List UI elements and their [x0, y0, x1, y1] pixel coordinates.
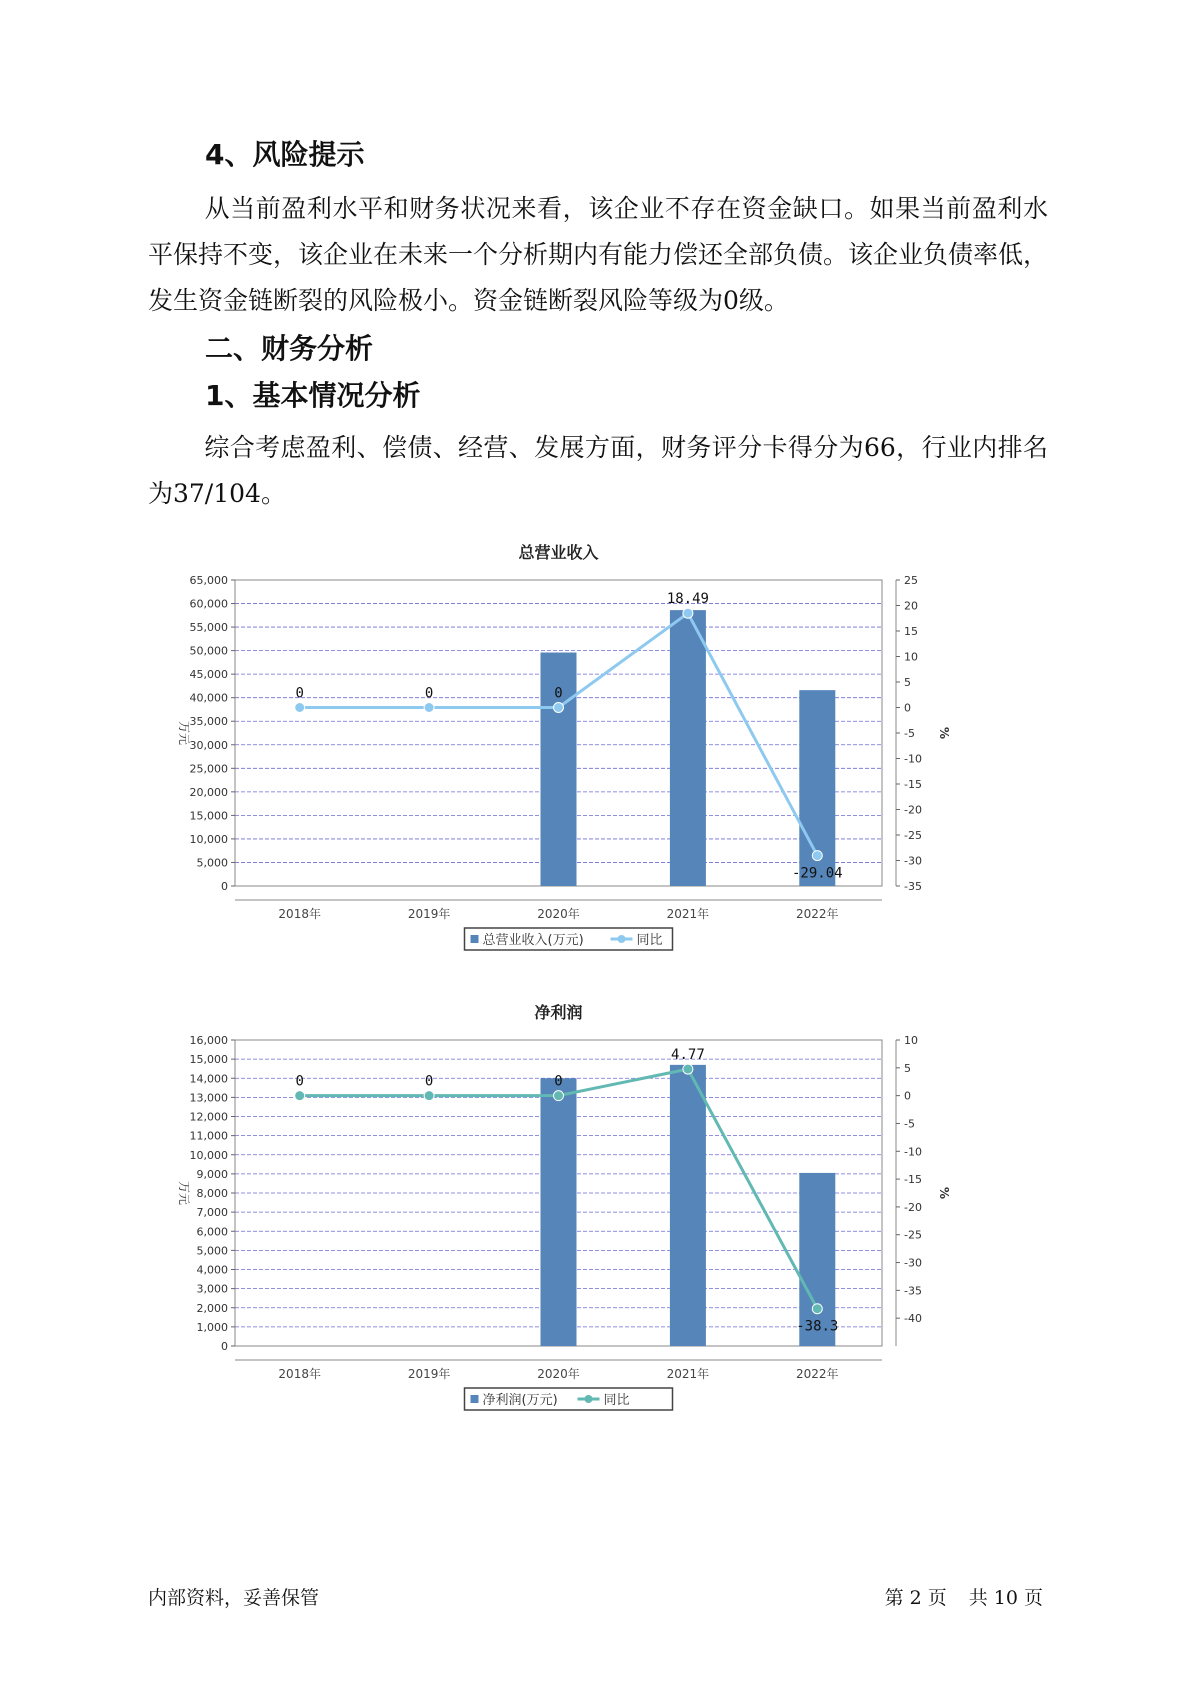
- y-tick-label: 5,000: [196, 856, 228, 870]
- y2-tick-label: -30: [904, 854, 922, 868]
- y-tick-label: 15,000: [189, 809, 228, 823]
- data-label: -29.04: [792, 865, 843, 882]
- data-label: 0: [554, 685, 563, 702]
- y-tick-label: 2,000: [196, 1301, 228, 1315]
- basic-text: 综合考虑盈利、偿债、经营、发展方面，财务评分卡得分为66，行业内排名为37/104。: [148, 433, 1048, 508]
- line-point: [295, 703, 305, 713]
- risk-text: 从当前盈利水平和财务状况来看，该企业不存在资金缺口。如果当前盈利水平保持不变，该企业在未来一个分析期内有能力偿还全部负债。该企业负债率低，发生资金链断裂的风险极小。资金链断裂风险等级为0级。: [148, 194, 1049, 315]
- y-tick-label: 15,000: [189, 1053, 228, 1067]
- line-point: [683, 608, 693, 618]
- y-tick-label: 9,000: [196, 1167, 228, 1181]
- x-tick-label: 2019年: [407, 1367, 451, 1381]
- y-tick-label: 25,000: [189, 762, 228, 776]
- x-tick-label: 2020年: [537, 1367, 580, 1381]
- page-prefix: 第: [884, 1587, 904, 1609]
- y2-tick-label: -35: [904, 880, 922, 893]
- chart-title: 总营业收入: [518, 543, 599, 562]
- risk-paragraph: [148, 186, 1048, 324]
- line-point: [554, 703, 564, 713]
- line-point: [295, 1091, 305, 1101]
- y-tick-label: 8,000: [196, 1187, 228, 1200]
- y-tick-label: 1,000: [196, 1320, 228, 1334]
- y2-tick-label: 10: [904, 650, 918, 664]
- y-tick-label: 3,000: [196, 1282, 228, 1296]
- data-label: 0: [554, 1073, 563, 1090]
- total-num: 10: [993, 1587, 1018, 1609]
- x-tick-label: 2018年: [278, 907, 321, 921]
- profit-chart-svg: [160, 1000, 1040, 1430]
- y-tick-label: 11,000: [189, 1129, 228, 1143]
- y-tick-label: 35,000: [189, 715, 228, 729]
- profit-chart: [160, 1000, 1040, 1430]
- y-tick-label: 45,000: [189, 668, 228, 682]
- footer-page-number: [879, 1583, 1043, 1610]
- legend-line-marker: [618, 935, 626, 943]
- section-heading-basic: 1、基本情况分析: [205, 379, 421, 412]
- y2-tick-label: -10: [904, 752, 922, 766]
- y2-tick-label: 5: [904, 1061, 911, 1075]
- data-label: 0: [424, 685, 434, 702]
- legend-line-label: 同比: [636, 933, 663, 948]
- data-label: 0: [424, 1073, 434, 1090]
- y-tick-label: 13,000: [189, 1091, 228, 1105]
- y-tick-label: 50,000: [189, 644, 228, 658]
- y2-tick-label: 10: [904, 1034, 918, 1047]
- total-suffix: 页: [1023, 1587, 1043, 1609]
- total-prefix: 共: [968, 1587, 988, 1609]
- x-tick-label: 2021年: [666, 907, 710, 921]
- y2-tick-label: 0: [904, 701, 911, 715]
- y-tick-label: 12,000: [189, 1110, 228, 1124]
- data-label: 0: [295, 1073, 304, 1090]
- y-tick-label: 10,000: [189, 832, 228, 846]
- line-point: [812, 851, 822, 861]
- y2-tick-label: -5: [904, 1117, 915, 1131]
- y-axis-label: 万元: [177, 720, 191, 746]
- y-tick-label: 16,000: [189, 1034, 228, 1047]
- y-tick-label: 4,000: [196, 1263, 228, 1277]
- y-tick-label: 20,000: [189, 785, 228, 799]
- y-tick-label: 7,000: [196, 1206, 228, 1220]
- y-tick-label: 30,000: [189, 738, 228, 752]
- y-tick-label: 6,000: [196, 1225, 228, 1239]
- section-heading-risk: 4、风险提示: [205, 138, 365, 171]
- y2-tick-label: 5: [904, 676, 911, 689]
- legend-line-marker: [585, 1395, 593, 1403]
- footer-confidential: 内部资料，妥善保管: [148, 1587, 320, 1609]
- y2-tick-label: -20: [904, 1200, 922, 1214]
- y-tick-label: 10,000: [189, 1148, 228, 1162]
- legend-line-label: 同比: [603, 1393, 630, 1408]
- basic-paragraph: [148, 425, 1048, 517]
- x-tick-label: 2019年: [407, 907, 451, 921]
- legend-bar-swatch: [471, 935, 479, 943]
- y2-tick-label: -25: [904, 1228, 922, 1242]
- x-tick-label: 2022年: [796, 1367, 839, 1381]
- y-tick-label: 55,000: [189, 621, 228, 635]
- y-tick-label: 14,000: [189, 1072, 228, 1086]
- y2-tick-label: 25: [904, 574, 918, 587]
- x-tick-label: 2021年: [666, 1367, 710, 1381]
- line-point: [424, 1091, 434, 1101]
- y2-tick-label: -15: [904, 1173, 922, 1187]
- y2-tick-label: 20: [904, 599, 918, 613]
- y2-tick-label: 0: [904, 1089, 911, 1103]
- y-axis-label: 万元: [177, 1180, 191, 1206]
- y2-axis-label: %: [937, 726, 951, 740]
- y-tick-label: 0: [221, 1340, 228, 1353]
- y2-tick-label: -30: [904, 1256, 922, 1270]
- x-tick-label: 2020年: [537, 907, 580, 921]
- revenue-chart: [160, 540, 1040, 970]
- line-point: [554, 1091, 564, 1101]
- y2-tick-label: -10: [904, 1145, 922, 1159]
- section-heading-finance: 二、财务分析: [205, 332, 374, 365]
- page-num: 2: [909, 1587, 922, 1609]
- y2-tick-label: -40: [904, 1312, 922, 1326]
- page-suffix: 页: [927, 1587, 947, 1609]
- y-tick-label: 5,000: [196, 1244, 228, 1258]
- data-label: 0: [295, 685, 304, 702]
- y2-tick-label: -20: [904, 803, 922, 817]
- y-tick-label: 60,000: [189, 597, 228, 611]
- data-label: -38.3: [796, 1318, 839, 1335]
- y2-tick-label: -15: [904, 778, 922, 791]
- line-point: [812, 1304, 822, 1314]
- chart-title: 净利润: [534, 1003, 583, 1022]
- bar: [670, 1065, 706, 1346]
- x-tick-label: 2022年: [796, 907, 839, 921]
- y2-tick-label: 15: [904, 625, 918, 638]
- revenue-chart-svg: [160, 540, 1040, 970]
- y2-tick-label: -5: [904, 727, 915, 740]
- y2-axis-label: %: [937, 1186, 951, 1200]
- y2-tick-label: -25: [904, 829, 922, 842]
- y-tick-label: 40,000: [189, 691, 228, 705]
- line-point: [424, 703, 434, 713]
- y-tick-label: 65,000: [189, 574, 228, 587]
- bar: [670, 610, 706, 886]
- legend-bar-swatch: [471, 1395, 479, 1403]
- y-tick-label: 0: [221, 880, 228, 893]
- data-label: 4.77: [671, 1047, 705, 1064]
- legend-bar-label: 净利润(万元): [482, 1393, 558, 1408]
- y2-tick-label: -35: [904, 1284, 922, 1298]
- x-tick-label: 2018年: [278, 1367, 321, 1381]
- legend-bar-label: 总营业收入(万元): [482, 933, 584, 948]
- data-label: 18.49: [666, 591, 709, 608]
- bar: [541, 1078, 577, 1346]
- line-point: [683, 1064, 693, 1074]
